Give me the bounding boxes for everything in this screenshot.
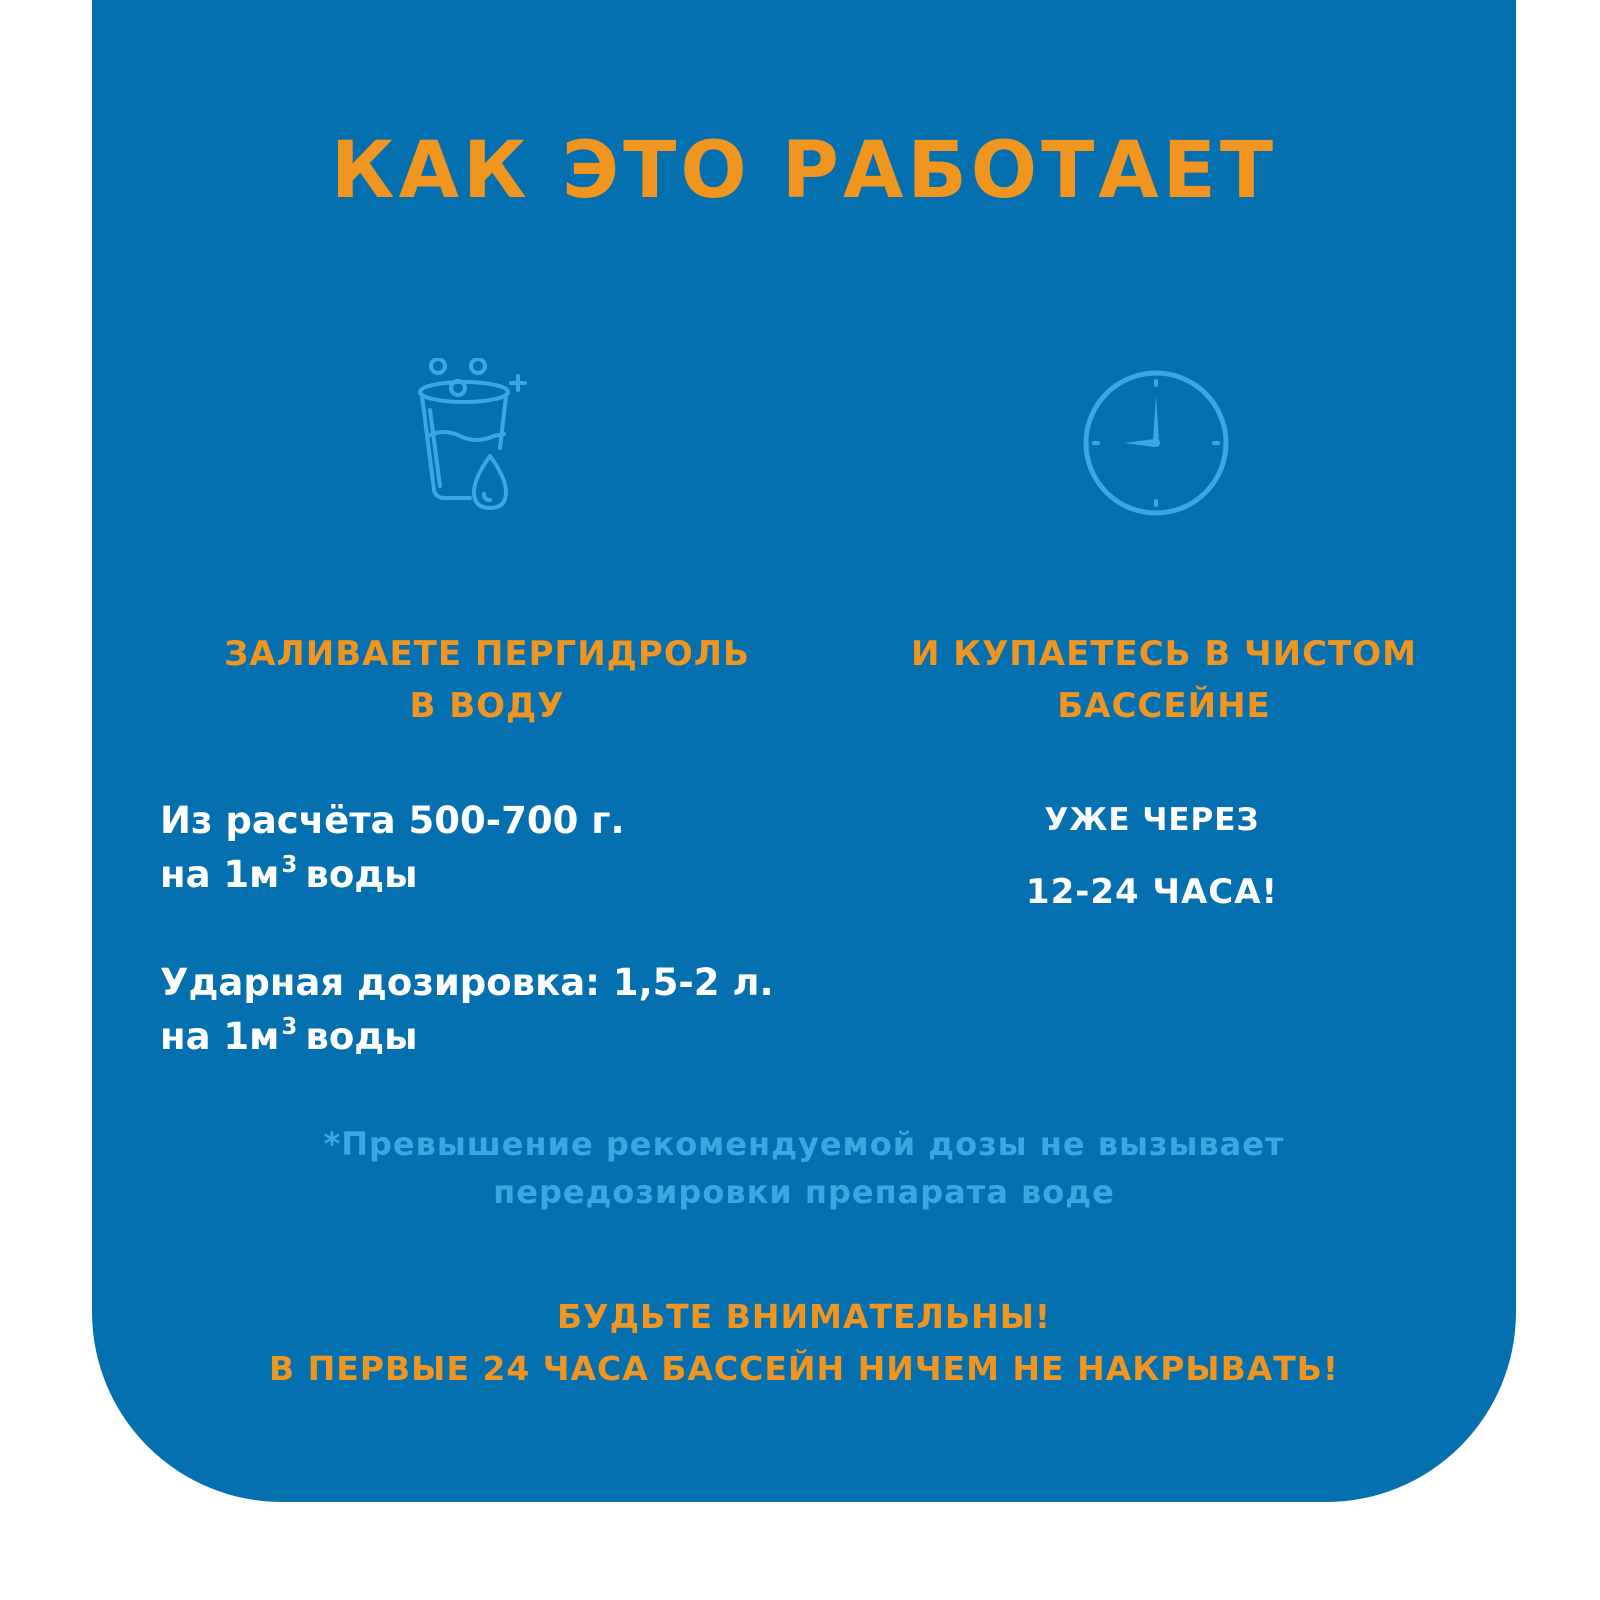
result-time-value: 12-24 ЧАСА!: [1025, 872, 1279, 912]
cubic-superscript: 3: [281, 1014, 298, 1040]
dosage-amount: Из расчёта 500-700 г.: [160, 799, 625, 842]
step-heading-pour: [152, 628, 822, 732]
dosage-unit-suffix: воды: [305, 1015, 418, 1058]
dosage-shock: [160, 956, 774, 1069]
footnote: [92, 1120, 1516, 1216]
step-heading-line: ЗАЛИВАЕТЕ ПЕРГИДРОЛЬ: [224, 634, 750, 674]
warning: [92, 1291, 1516, 1395]
dosage-unit-prefix: на 1м: [160, 853, 280, 896]
cubic-superscript: 3: [281, 852, 298, 878]
page-title: КАК ЭТО РАБОТАЕТ: [330, 126, 1278, 216]
cup-water-drop-icon: [414, 358, 534, 518]
dosage-unit-suffix: воды: [305, 853, 418, 896]
step-heading-line: И КУПАЕТЕСЬ В ЧИСТОМ: [911, 634, 1417, 674]
dosage-unit: [160, 848, 625, 907]
dosage-unit-prefix: на 1м: [160, 1015, 280, 1058]
footnote-line: *Превышение рекомендуемой дозы не вызывает: [323, 1125, 1285, 1163]
step-heading-swim: [852, 628, 1476, 732]
footnote-line: передозировки препарата воде: [493, 1173, 1115, 1211]
info-panel: [92, 0, 1516, 1502]
warning-line: БУДЬТЕ ВНИМАТЕЛЬНЫ!: [557, 1297, 1051, 1336]
dosage-amount: Ударная дозировка: 1,5-2 л.: [160, 961, 774, 1004]
step-heading-line: В ВОДУ: [409, 686, 565, 726]
warning-line: В ПЕРВЫЕ 24 ЧАСА БАССЕЙН НИЧЕМ НЕ НАКРЫВАТЬ!: [269, 1349, 1339, 1388]
result-time-label: УЖЕ ЧЕРЕЗ: [1044, 802, 1260, 838]
clock-icon: [1080, 367, 1232, 519]
step-heading-line: БАССЕЙНЕ: [1057, 686, 1271, 726]
dosage-regular: [160, 794, 625, 907]
dosage-unit: [160, 1010, 774, 1069]
